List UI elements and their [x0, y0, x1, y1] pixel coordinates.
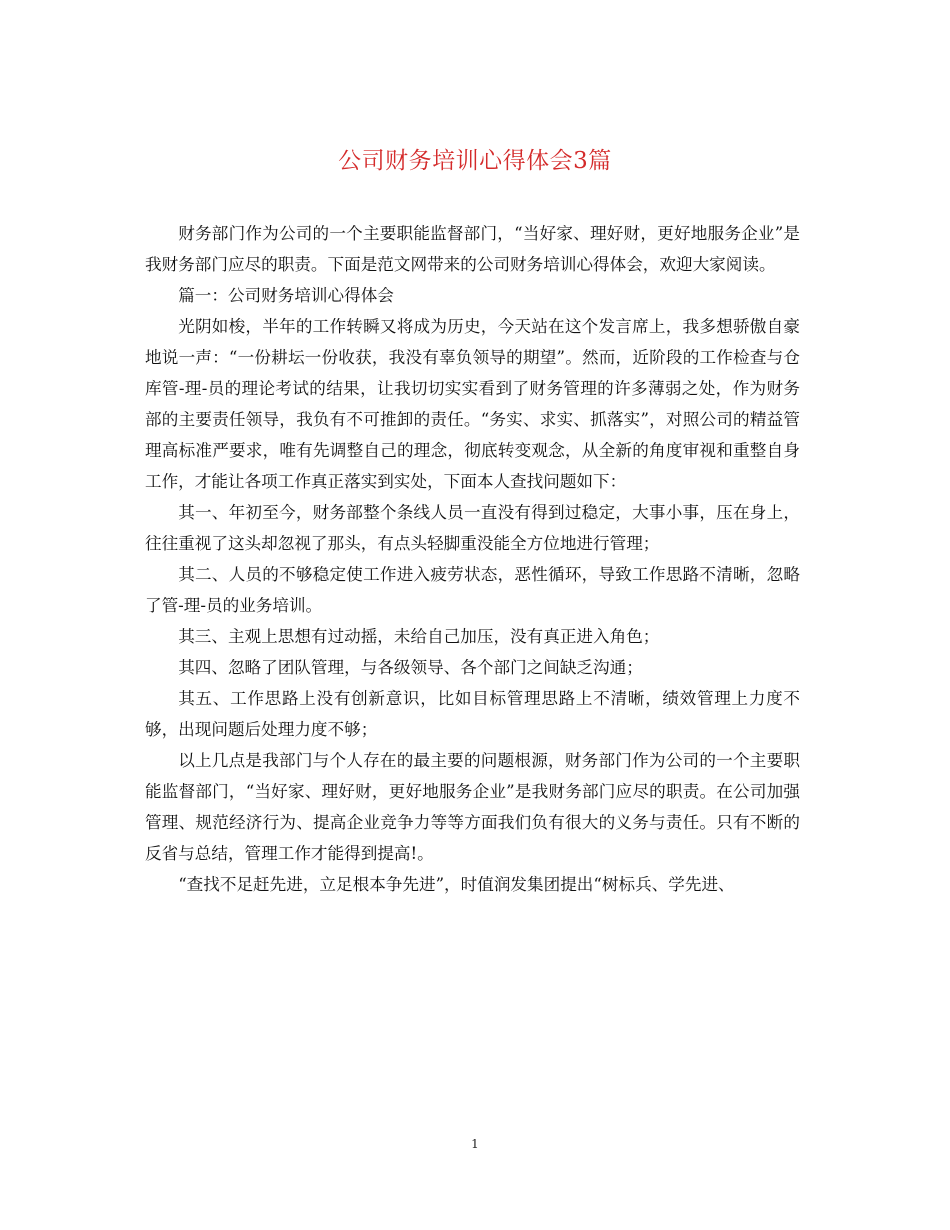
- paragraph: 其五、工作思路上没有创新意识，比如目标管理思路上不清晰，绩效管理上力度不够，出现问题后处理力度不够；: [145, 689, 800, 739]
- document-title: 公司财务培训心得体会3篇: [338, 148, 612, 174]
- paragraph: 其三、主观上思想有过动摇，未给自己加压，没有真正进入角色；: [178, 627, 660, 646]
- paragraph: 光阴如梭，半年的工作转瞬又将成为历史，今天站在这个发言席上，我多想骄傲自豪地说一声：“一份耕坛一份收获，我没有辜负领导的期望”。然而，近阶段的工作检查与仓库管-理-员的理论考试的结果，让我切切实实看到了财务管理的许多薄弱之处，作为财务部的主要责任领导，我负有不可推卸的责任。“务实、求实、抓落实”，对照公司的精益管理高标准严要求，唯有先调整自己的理念，彻底转变观念，从全新的角度审视和重整自身工作，才能让各项工作真正落实到实处，下面本人查找问题如下：: [145, 317, 800, 491]
- paragraph: “查找不足赶先进，立足根本争先进”，时值润发集团提出“树标兵、学先进、: [178, 875, 735, 894]
- paragraph: 其一、年初至今，财务部整个条线人员一直没有得到过稳定，大事小事，压在身上，往往重视了这头却忽视了那头，有点头轻脚重没能全方位地进行管理；: [145, 503, 800, 553]
- paragraph-intro: 财务部门作为公司的一个主要职能监督部门，“当好家、理好财，更好地服务企业”是我财务部门应尽的职责。下面是范文网带来的公司财务培训心得体会，欢迎大家阅读。: [145, 224, 800, 274]
- document-body: [145, 218, 800, 900]
- paragraph: 其二、人员的不够稳定使工作进入疲劳状态，恶性循环，导致工作思路不清晰，忽略了管-理-员的业务培训。: [145, 565, 800, 615]
- page-number: 1: [471, 1137, 479, 1151]
- paragraph: 其四、忽略了团队管理，与各级领导、各个部门之间缺乏沟通；: [178, 658, 643, 677]
- paragraph: 以上几点是我部门与个人存在的最主要的问题根源，财务部门作为公司的一个主要职能监督部门，“当好家、理好财，更好地服务企业”是我财务部门应尽的职责。在公司加强管理、规范经济行为、提高企业竞争力等等方面我们负有很大的义务与责任。只有不断的反省与总结，管理工作才能得到提高!。: [145, 751, 800, 863]
- paragraph-section-heading: 篇一：公司财务培训心得体会: [178, 286, 394, 305]
